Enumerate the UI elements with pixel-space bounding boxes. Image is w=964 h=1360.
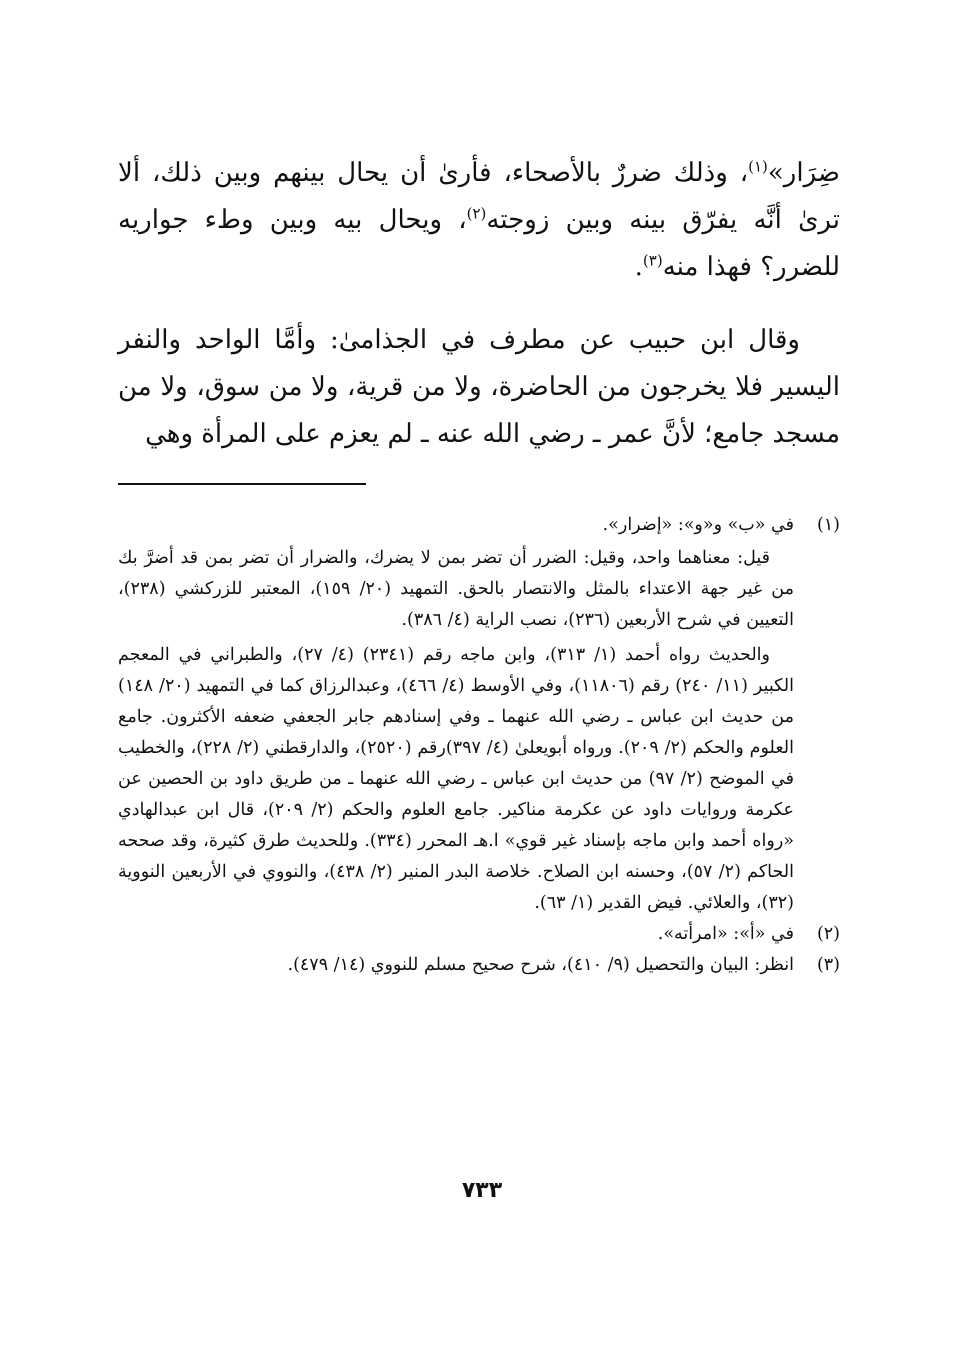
- footnote-body: [118, 950, 794, 981]
- main-text-segment: ، ويحال بيه وبين وطء جواريه للضرر؟ فهذا منه: [118, 205, 840, 282]
- footnote-paragraph: والحديث رواه أحمد (١/ ٣١٣)، وابن ماجه رقم (٢٣٤١) (٤/ ٢٧)، والطبراني في المعجم الكبير (١١/ ٢٤٠) رقم (١١٨٠٦)، وفي الأوسط (٤/ ٤٦٦)، وعبدالرزاق كما في التمهيد (٢٠/ ١٤٨) من حديث ابن عباس ـ رضي الله عنهما ـ وفي إسنادهم جابر الجعفي ضعفه الأكثرون. جامع العلوم والحكم (٢/ ٢٠٩). ورواه أبويعلىٰ (٤/ ٣٩٧)رقم (٢٥٢٠)، والدارقطني (٢/ ٢٢٨)، والخطيب في الموضح (٢/ ٩٧) من حديث ابن عباس ـ رضي الله عنهما ـ من طريق داود بن الحصين عن عكرمة وروايات داود عن عكرمة مناكير. جامع العلوم والحكم (٢/ ٢٠٩)، قال ابن عبدالهادي «رواه أحمد وابن ماجه بإسناد غير قوي» ا.هـ المحرر (٣٣٤). وللحديث طرق كثيرة، وقد صححه الحاكم (٢/ ٥٧)، وحسنه ابن الصلاح. خلاصة البدر المنير (٢/ ٤٣٨)، والنووي في الأربعين النووية (٣٢)، والعلائي. فيض القدير (١/ ٦٣).: [118, 645, 795, 913]
- main-paragraph-1: [118, 150, 840, 291]
- footnote-paragraph: في «ب» و«و»: «إضرار».: [602, 515, 794, 535]
- footnote-number: (١): [816, 515, 840, 535]
- page-body: [118, 150, 841, 975]
- footnote-paragraph: قيل: معناهما واحد، وقيل: الضرر أن تضر بمن لا يضرك، والضرار أن تضر بمن قد أضرَّ بك من غير جهة الاعتداء بالمثل والانتصار بالحق. التمهيد (٢٠/ ١٥٩)، المعتبر للزركشي (٢٣٨)، التعيين في شرح الأربعين (٢٣٦)، نصب الراية (٤/ ٣٨٦).: [118, 548, 794, 630]
- footnote-number: (٣): [816, 955, 840, 975]
- footnote-divider: [118, 483, 366, 485]
- footnote-paragraph: في «أ»: «امرأته».: [657, 924, 794, 944]
- footnote-3: [118, 950, 840, 981]
- main-paragraph-2: وقال ابن حبيب عن مطرف في الجذامىٰ: وأمَّا الواحد والنفر اليسير فلا يخرجون من الحاضرة، ولا من قرية، ولا من سوق، ولا من مسجد جامع؛ لأنَّ عمر ـ رضي الله عنه ـ لم يعزم على المرأة وهي: [118, 325, 840, 449]
- footnote-number: (٢): [816, 924, 840, 944]
- footnote-1: [118, 510, 840, 919]
- footnotes-section: [118, 510, 840, 981]
- footnote-ref-1[interactable]: (١): [748, 157, 768, 176]
- footnote-body: [118, 510, 794, 919]
- footnote-ref-2[interactable]: (٢): [466, 204, 487, 223]
- page-number: ٧٣٣: [461, 1178, 503, 1203]
- footnote-paragraph: انظر: البيان والتحصيل (٩/ ٤١٠)، شرح صحيح مسلم للنووي (١٤/ ٤٧٩).: [287, 955, 794, 975]
- main-text-segment: ، وذلك ضررٌ بالأصحاء، فأرىٰ أن يحال بينهم وبين ذلك، ألا ترىٰ أنَّه يفرّق بينه وبين زوجته: [118, 158, 841, 235]
- footnote-2: [118, 919, 840, 950]
- main-text-segment: ضِرَار»: [767, 158, 840, 188]
- footnote-ref-3[interactable]: (٣): [642, 251, 663, 270]
- main-text-segment: .: [634, 252, 643, 282]
- footnote-body: [118, 919, 794, 950]
